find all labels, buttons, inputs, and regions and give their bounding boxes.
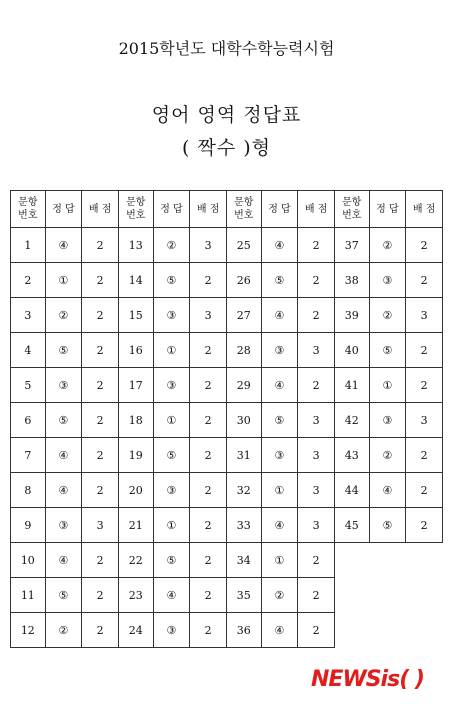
points-cell: 2	[82, 403, 119, 438]
answer-cell: ⑤	[153, 263, 190, 298]
question-number-cell: 15	[118, 298, 153, 333]
form-type-label: ( 짝수 )형	[182, 137, 271, 159]
points-cell: 2	[82, 368, 119, 403]
points-cell: 2	[82, 263, 119, 298]
points-cell: 2	[298, 613, 335, 648]
question-number-cell: 25	[226, 228, 261, 263]
answer-cell: ③	[45, 508, 82, 543]
column-header: 문항 번호	[226, 191, 261, 228]
points-cell: 2	[82, 543, 119, 578]
question-number-cell: 32	[226, 473, 261, 508]
question-number-cell: 24	[118, 613, 153, 648]
question-number-cell: 17	[118, 368, 153, 403]
points-cell: 2	[190, 438, 227, 473]
points-cell: 3	[298, 403, 335, 438]
answer-cell: ④	[261, 368, 298, 403]
answer-cell: ⑤	[45, 403, 82, 438]
points-cell: 2	[190, 578, 227, 613]
points-cell: 3	[406, 298, 443, 333]
points-cell: 3	[298, 473, 335, 508]
question-number-cell: 3	[11, 298, 46, 333]
points-cell: 2	[190, 368, 227, 403]
answer-cell: ③	[369, 403, 406, 438]
answer-cell: ⑤	[369, 508, 406, 543]
points-cell: 2	[298, 543, 335, 578]
answer-cell: ②	[369, 298, 406, 333]
points-cell: 2	[406, 508, 443, 543]
answer-cell: ①	[153, 508, 190, 543]
points-cell: 3	[298, 438, 335, 473]
answer-cell: ③	[369, 263, 406, 298]
points-cell: 2	[82, 578, 119, 613]
question-number-cell: 39	[334, 298, 369, 333]
question-number-cell: 19	[118, 438, 153, 473]
answer-cell: ②	[261, 578, 298, 613]
answer-key-title: 영어 영역 정답표	[151, 104, 302, 126]
answer-cell: ③	[153, 613, 190, 648]
column-header: 배 점	[82, 191, 119, 228]
points-cell: 2	[406, 263, 443, 298]
question-number-cell: 8	[11, 473, 46, 508]
points-cell: 2	[298, 368, 335, 403]
question-number-cell: 38	[334, 263, 369, 298]
table-row	[11, 368, 443, 403]
answer-key-table	[10, 190, 443, 648]
answer-cell: ③	[261, 333, 298, 368]
points-cell: 2	[82, 228, 119, 263]
empty-cell	[334, 543, 369, 578]
question-number-cell: 4	[11, 333, 46, 368]
points-cell: 2	[82, 473, 119, 508]
answer-cell: ④	[261, 613, 298, 648]
points-cell: 2	[190, 473, 227, 508]
points-cell: 2	[406, 438, 443, 473]
answer-cell: ①	[45, 263, 82, 298]
answer-cell: ③	[45, 368, 82, 403]
points-cell: 2	[190, 333, 227, 368]
question-number-cell: 20	[118, 473, 153, 508]
newsis-watermark: NEWSis( )	[311, 667, 424, 692]
answer-cell: ②	[153, 228, 190, 263]
table-row	[11, 333, 443, 368]
question-number-cell: 1	[11, 228, 46, 263]
exam-title: 2015학년도 대학수학능력시험	[118, 39, 335, 58]
answer-cell: ⑤	[153, 438, 190, 473]
question-number-cell: 29	[226, 368, 261, 403]
points-cell: 2	[82, 298, 119, 333]
points-cell: 2	[190, 543, 227, 578]
answer-cell: ⑤	[261, 263, 298, 298]
table-row	[11, 473, 443, 508]
answer-cell: ②	[369, 438, 406, 473]
question-number-cell: 42	[334, 403, 369, 438]
question-number-cell: 23	[118, 578, 153, 613]
answer-cell: ④	[45, 228, 82, 263]
question-number-cell: 7	[11, 438, 46, 473]
empty-cell	[406, 578, 443, 613]
question-number-cell: 33	[226, 508, 261, 543]
empty-cell	[369, 543, 406, 578]
points-cell: 3	[406, 403, 443, 438]
empty-cell	[369, 578, 406, 613]
question-number-cell: 40	[334, 333, 369, 368]
question-number-cell: 11	[11, 578, 46, 613]
question-number-cell: 31	[226, 438, 261, 473]
question-number-cell: 6	[11, 403, 46, 438]
column-header: 배 점	[406, 191, 443, 228]
question-number-cell: 13	[118, 228, 153, 263]
answer-cell: ④	[369, 473, 406, 508]
question-number-cell: 22	[118, 543, 153, 578]
points-cell: 2	[298, 228, 335, 263]
answer-cell: ③	[261, 438, 298, 473]
answer-cell: ⑤	[153, 543, 190, 578]
answer-cell: ④	[261, 298, 298, 333]
table-header-row	[11, 191, 443, 228]
points-cell: 2	[190, 403, 227, 438]
question-number-cell: 18	[118, 403, 153, 438]
column-header: 문항 번호	[11, 191, 46, 228]
table-row	[11, 403, 443, 438]
empty-cell	[369, 613, 406, 648]
answer-cell: ⑤	[261, 403, 298, 438]
answer-cell: ③	[153, 368, 190, 403]
answer-cell: ④	[261, 508, 298, 543]
answer-cell: ①	[153, 333, 190, 368]
answer-cell: ②	[45, 613, 82, 648]
question-number-cell: 43	[334, 438, 369, 473]
points-cell: 2	[406, 333, 443, 368]
column-header: 배 점	[190, 191, 227, 228]
column-header: 문항 번호	[118, 191, 153, 228]
answer-cell: ⑤	[45, 578, 82, 613]
points-cell: 2	[190, 508, 227, 543]
column-header: 정 답	[261, 191, 298, 228]
points-cell: 2	[190, 263, 227, 298]
points-cell: 3	[190, 298, 227, 333]
empty-cell	[334, 613, 369, 648]
column-header: 정 답	[45, 191, 82, 228]
answer-cell: ④	[45, 473, 82, 508]
points-cell: 3	[298, 333, 335, 368]
question-number-cell: 2	[11, 263, 46, 298]
answer-cell: ⑤	[45, 333, 82, 368]
table-row	[11, 578, 443, 613]
points-cell: 2	[82, 333, 119, 368]
answer-cell: ①	[153, 403, 190, 438]
points-cell: 3	[190, 228, 227, 263]
points-cell: 3	[82, 508, 119, 543]
column-header: 문항 번호	[334, 191, 369, 228]
points-cell: 2	[406, 228, 443, 263]
points-cell: 2	[298, 578, 335, 613]
answer-cell: ①	[261, 473, 298, 508]
answer-cell: ③	[153, 473, 190, 508]
answer-cell: ②	[369, 228, 406, 263]
question-number-cell: 14	[118, 263, 153, 298]
column-header: 정 답	[369, 191, 406, 228]
question-number-cell: 30	[226, 403, 261, 438]
answer-cell: ④	[45, 543, 82, 578]
answer-cell: ④	[153, 578, 190, 613]
answer-cell: ①	[261, 543, 298, 578]
answer-cell: ⑤	[369, 333, 406, 368]
answer-cell: ④	[261, 228, 298, 263]
table-row	[11, 298, 443, 333]
question-number-cell: 12	[11, 613, 46, 648]
points-cell: 2	[82, 438, 119, 473]
column-header: 배 점	[298, 191, 335, 228]
question-number-cell: 35	[226, 578, 261, 613]
question-number-cell: 41	[334, 368, 369, 403]
question-number-cell: 45	[334, 508, 369, 543]
question-number-cell: 34	[226, 543, 261, 578]
table-row	[11, 613, 443, 648]
question-number-cell: 44	[334, 473, 369, 508]
points-cell: 2	[82, 613, 119, 648]
question-number-cell: 5	[11, 368, 46, 403]
answer-table-body	[11, 191, 443, 648]
column-header: 정 답	[153, 191, 190, 228]
table-row	[11, 543, 443, 578]
empty-cell	[334, 578, 369, 613]
empty-cell	[406, 613, 443, 648]
answer-cell: ②	[45, 298, 82, 333]
question-number-cell: 10	[11, 543, 46, 578]
question-number-cell: 16	[118, 333, 153, 368]
question-number-cell: 9	[11, 508, 46, 543]
table-row	[11, 508, 443, 543]
question-number-cell: 26	[226, 263, 261, 298]
table-row	[11, 263, 443, 298]
table-row	[11, 438, 443, 473]
points-cell: 2	[406, 473, 443, 508]
points-cell: 2	[298, 263, 335, 298]
question-number-cell: 36	[226, 613, 261, 648]
points-cell: 2	[190, 613, 227, 648]
answer-cell: ③	[153, 298, 190, 333]
answer-cell: ①	[369, 368, 406, 403]
points-cell: 2	[406, 368, 443, 403]
question-number-cell: 21	[118, 508, 153, 543]
answer-cell: ④	[45, 438, 82, 473]
table-row	[11, 228, 443, 263]
question-number-cell: 37	[334, 228, 369, 263]
question-number-cell: 27	[226, 298, 261, 333]
question-number-cell: 28	[226, 333, 261, 368]
points-cell: 2	[298, 298, 335, 333]
points-cell: 3	[298, 508, 335, 543]
empty-cell	[406, 543, 443, 578]
